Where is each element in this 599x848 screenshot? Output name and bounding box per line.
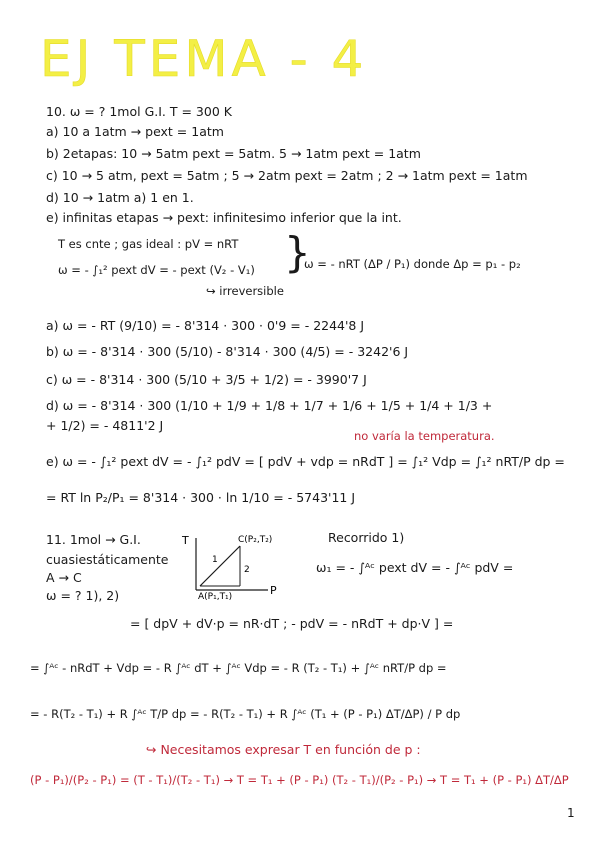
point-a-label: A(P₁,T₁) [198,592,233,602]
temperature-function-formula: (P - P₁)/(P₂ - P₁) = (T - T₁)/(T₂ - T₁) → T = T₁ + (P - P₁) (T₂ - T₁)/(P₂ - P₁) → T = T₁ + (P - P₁) ΔT/ΔP [30,773,569,787]
problem-11-statement: 11. 1mol → G.I. [46,532,141,547]
axis-p-label: P [270,584,277,597]
path-1-label: 1 [212,555,218,565]
result-e-line1: e) ω = - ∫₁² pext dV = - ∫₁² pdV = [ pdV + vdp = nRdT ] = ∫₁² Vdp = ∫₁² nRT/P dp = [46,454,565,469]
work-definition: ω = - ∫₁² pext dV = - pext (V₂ - V₁) [58,263,255,277]
temperature-note: no varía la temperatura. [354,429,495,443]
problem-11-process: cuasiestáticamente [46,552,169,567]
page-title: EJ TEMA - 4 [40,30,368,88]
case-c: c) 10 → 5 atm, pext = 5atm ; 5 → 2atm pext = 2atm ; 2 → 1atm pext = 1atm [46,168,528,183]
tp-diagram [178,532,308,602]
problem-10-statement: 10. ω = ? 1mol G.I. T = 300 K [46,104,232,119]
result-d-line1: d) ω = - 8'314 · 300 (1/10 + 1/9 + 1/8 + 1/7 + 1/6 + 1/5 + 1/4 + 1/3 + [46,398,493,413]
isothermal-note: T es cnte ; gas ideal : pV = nRT [58,237,239,251]
derivation-step-2: = ∫ᴬᶜ - nRdT + Vdp = - R ∫ᴬᶜ dT + ∫ᴬᶜ Vdp = - R (T₂ - T₁) + ∫ᴬᶜ nRT/P dp = [30,661,447,675]
brace: } [284,228,311,277]
case-a: a) 10 a 1atm → pext = 1atm [46,124,224,139]
work-formula: ω = - nRT (ΔP / P₁) donde Δp = p₁ - p₂ [304,257,521,271]
case-e: e) infinitas etapas → pext: infinitesimo inferior que la int. [46,210,402,225]
result-d-line2: + 1/2) = - 4811'2 J [46,418,164,433]
result-c: c) ω = - 8'314 · 300 (5/10 + 3/5 + 1/2) = - 3990'7 J [46,372,367,387]
path-2-label: 2 [244,565,250,575]
route-1-title: Recorrido 1) [328,530,405,545]
temperature-function-note: ↪ Necesitamos expresar T en función de p : [146,742,421,757]
problem-11-question: ω = ? 1), 2) [46,588,120,603]
irreversible-note: ↪ irreversible [206,284,284,298]
axis-t-label: T [182,534,189,547]
problem-11-path: A → C [46,570,82,585]
route-1-work: ω₁ = - ∫ᴬᶜ pext dV = - ∫ᴬᶜ pdV = [316,560,514,575]
case-b: b) 2etapas: 10 → 5atm pext = 5atm. 5 → 1atm pext = 1atm [46,146,421,161]
case-d: d) 10 → 1atm a) 1 en 1. [46,190,194,205]
result-a: a) ω = - RT (9/10) = - 8'314 · 300 · 0'9 = - 2244'8 J [46,318,365,333]
derivation-step-1: = [ dpV + dV·p = nR·dT ; - pdV = - nRdT + dp·V ] = [130,616,454,631]
path-1 [200,546,240,586]
point-c-label: C(P₂,T₂) [238,535,273,545]
result-b: b) ω = - 8'314 · 300 (5/10) - 8'314 · 300 (4/5) = - 3242'6 J [46,344,409,359]
derivation-step-3: = - R(T₂ - T₁) + R ∫ᴬᶜ T/P dp = - R(T₂ - T₁) + R ∫ᴬᶜ (T₁ + (P - P₁) ΔT/ΔP) / P dp [30,707,461,721]
result-e-line2: = RT ln P₂/P₁ = 8'314 · 300 · ln 1/10 = - 5743'11 J [46,490,356,505]
page-number: 1 [567,806,575,820]
